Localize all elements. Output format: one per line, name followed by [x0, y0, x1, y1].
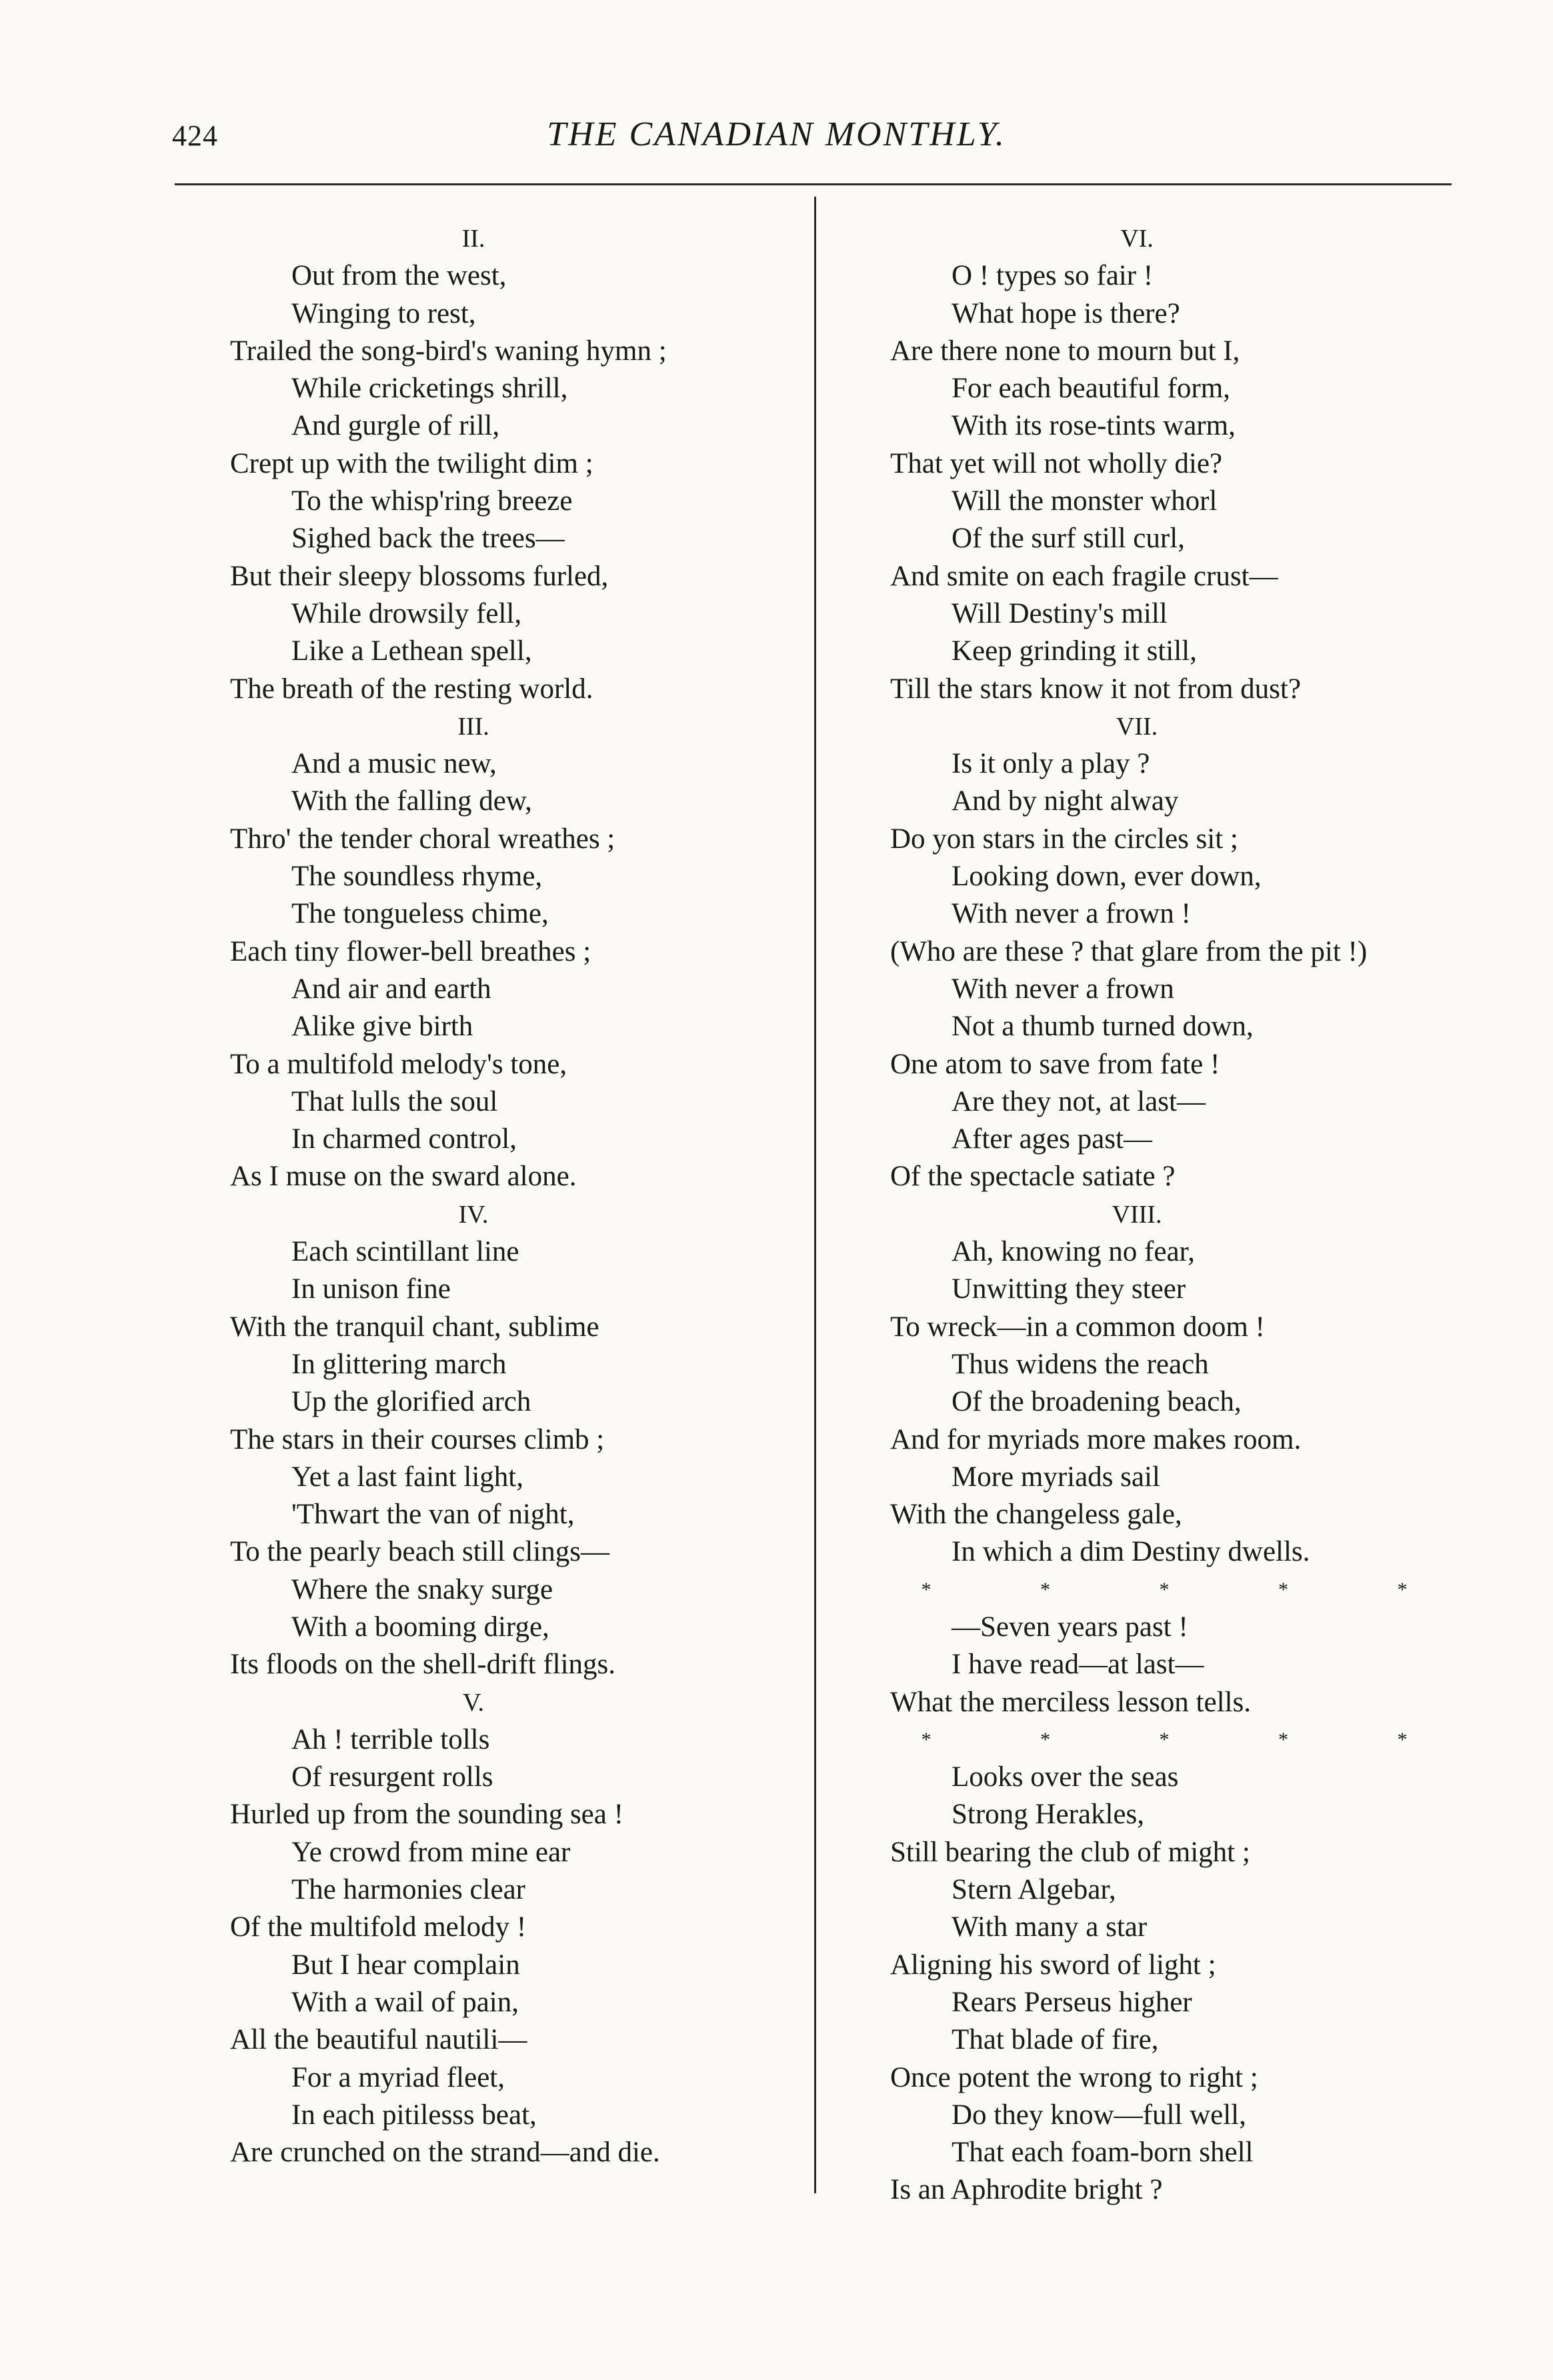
poem-line: Up the glorified arch — [291, 1386, 531, 1418]
poem-line: With a booming dirge, — [291, 1611, 549, 1643]
stanza-number: III. — [457, 712, 489, 741]
poem-line: Are there none to mourn but I, — [890, 335, 1240, 367]
poem-line: Ye crowd from mine ear — [291, 1836, 571, 1868]
poem-line: Where the snaky surge — [291, 1573, 553, 1605]
poem-line: With the tranquil chant, sublime — [230, 1311, 599, 1343]
stanza-number: VI. — [1120, 225, 1154, 253]
poem-line: Each tiny flower-bell breathes ; — [230, 935, 591, 967]
poem-line: Sighed back the trees— — [291, 523, 565, 555]
poem-line: Of the surf still curl, — [952, 523, 1185, 555]
poem-line: Of the spectacle satiate ? — [890, 1161, 1176, 1193]
poem-line: Do yon stars in the circles sit ; — [890, 823, 1238, 855]
poem-line: Thro' the tender choral wreathes ; — [230, 823, 615, 855]
poem-line: Strong Herakles, — [952, 1799, 1144, 1831]
running-title: THE CANADIAN MONTHLY. — [547, 115, 1006, 153]
poem-line: Crept up with the twilight dim ; — [230, 447, 593, 479]
poem-line: More myriads sail — [952, 1461, 1160, 1493]
poem-line: Not a thumb turned down, — [952, 1011, 1254, 1043]
poem-line: And for myriads more makes room. — [890, 1423, 1302, 1455]
poem-line: Out from the west, — [291, 260, 507, 292]
poem-line: And air and earth — [291, 973, 491, 1005]
poem-line: With the changeless gale, — [890, 1499, 1182, 1531]
poem-line: Ah ! terrible tolls — [291, 1723, 490, 1755]
poem-line: —Seven years past ! — [952, 1611, 1188, 1643]
poem-line: The stars in their courses climb ; — [230, 1423, 605, 1455]
poem-line: Looks over the seas — [952, 1761, 1179, 1793]
poem-line: O ! types so fair ! — [952, 260, 1154, 292]
poem-line: Alike give birth — [291, 1011, 473, 1043]
column-divider — [814, 197, 816, 2193]
poem-line: But their sleepy blossoms furled, — [230, 560, 609, 592]
poem-line: Stern Algebar, — [952, 1874, 1116, 1906]
poem-line: Will Destiny's mill — [952, 597, 1168, 629]
poem-line: With never a frown — [952, 973, 1174, 1005]
poem-line: In charmed control, — [291, 1123, 517, 1155]
poem-line: Is it only a play ? — [952, 748, 1150, 780]
poem-line: Thus widens the reach — [952, 1348, 1209, 1380]
poem-line: That each foam-born shell — [952, 2137, 1254, 2169]
stanza-number: V. — [462, 1688, 485, 1717]
poem-line: Each scintillant line — [291, 1236, 519, 1268]
poem-line: Are crunched on the strand—and die. — [230, 2137, 660, 2169]
poem-line: With never a frown ! — [952, 898, 1191, 930]
poem-line: The tongueless chime, — [291, 898, 549, 930]
poem-line: Will the monster whorl — [952, 485, 1218, 517]
poem-line: Are they not, at last— — [952, 1085, 1206, 1117]
poem-line: As I muse on the sward alone. — [230, 1161, 577, 1193]
header-rule — [175, 183, 1452, 185]
poem-line: And gurgle of rill, — [291, 410, 500, 442]
left-column — [230, 220, 797, 2171]
poem-line: In glittering march — [291, 1348, 507, 1380]
poem-line: What the merciless lesson tells. — [890, 1686, 1251, 1718]
right-column — [890, 220, 1464, 2209]
poem-line: For each beautiful form, — [952, 373, 1230, 405]
page-number: 424 — [172, 119, 218, 152]
poem-line: While drowsily fell, — [291, 597, 522, 629]
poem-line: To the whisp'ring breeze — [291, 485, 573, 517]
poem-line: Trailed the song-bird's waning hymn ; — [230, 335, 667, 367]
poem-line: Of the multifold melody ! — [230, 1911, 527, 1943]
poem-line: With many a star — [952, 1911, 1148, 1943]
poem-line: The breath of the resting world. — [230, 673, 593, 705]
stanza-number: IV. — [458, 1200, 489, 1229]
poem-line: 'Thwart the van of night, — [291, 1499, 575, 1531]
poem-line: All the beautiful nautili— — [230, 2024, 527, 2056]
stanza-number: VIII. — [1112, 1200, 1162, 1229]
poem-line: Once potent the wrong to right ; — [890, 2061, 1258, 2093]
stanza-number: VII. — [1116, 712, 1158, 741]
poem-line: Like a Lethean spell, — [291, 635, 532, 667]
poem-line: Till the stars know it not from dust? — [890, 673, 1301, 705]
poem-line: And a music new, — [291, 748, 497, 780]
poem-line: Aligning his sword of light ; — [890, 1949, 1216, 1981]
poem-line: But I hear complain — [291, 1949, 520, 1981]
poem-line: The soundless rhyme, — [291, 861, 543, 893]
poem-line: I have read—at last— — [952, 1649, 1204, 1681]
poem-line: After ages past— — [952, 1123, 1152, 1155]
poem-line: That blade of fire, — [952, 2024, 1159, 2056]
poem-line: And smite on each fragile crust— — [890, 560, 1278, 592]
poem-line: Yet a last faint light, — [291, 1461, 523, 1493]
section-break-asterisks: * * * * * — [921, 1578, 1460, 1601]
poem-line: With a wail of pain, — [291, 1986, 519, 2018]
poem-line: Unwitting they steer — [952, 1273, 1186, 1305]
poem-line: The harmonies clear — [291, 1874, 525, 1906]
poem-line: Hurled up from the sounding sea ! — [230, 1799, 623, 1831]
poem-line: What hope is there? — [952, 297, 1180, 329]
poem-line: In which a dim Destiny dwells. — [952, 1536, 1310, 1568]
poem-line: With its rose-tints warm, — [952, 410, 1236, 442]
poem-line: Its floods on the shell-drift flings. — [230, 1649, 616, 1681]
stanza-number: II. — [461, 225, 485, 253]
poem-line: Do they know—full well, — [952, 2099, 1246, 2131]
poem-line: In each pitilesss beat, — [291, 2099, 537, 2131]
poem-line: That lulls the soul — [291, 1085, 498, 1117]
section-break-asterisks: * * * * * — [921, 1728, 1460, 1751]
poem-line: Rears Perseus higher — [952, 1986, 1192, 2018]
poem-line: To the pearly beach still clings— — [230, 1536, 609, 1568]
poem-line: Looking down, ever down, — [952, 861, 1262, 893]
poem-line: Is an Aphrodite bright ? — [890, 2174, 1163, 2206]
poem-line: And by night alway — [952, 785, 1179, 817]
poem-line: Of the broadening beach, — [952, 1386, 1242, 1418]
poem-line: Keep grinding it still, — [952, 635, 1197, 667]
poem-line: To wreck—in a common doom ! — [890, 1311, 1265, 1343]
poem-line: While cricketings shrill, — [291, 373, 568, 405]
poem-line: To a multifold melody's tone, — [230, 1048, 567, 1080]
poem-line: One atom to save from fate ! — [890, 1048, 1220, 1080]
poem-line: Still bearing the club of might ; — [890, 1836, 1250, 1868]
poem-line: Winging to rest, — [291, 297, 476, 329]
poem-line: Ah, knowing no fear, — [952, 1236, 1195, 1268]
poem-line: With the falling dew, — [291, 785, 532, 817]
poem-line: For a myriad fleet, — [291, 2061, 505, 2093]
poem-line: (Who are these ? that glare from the pit !) — [890, 935, 1368, 967]
poem-line: Of resurgent rolls — [291, 1761, 493, 1793]
poem-line: That yet will not wholly die? — [890, 447, 1222, 479]
poem-line: In unison fine — [291, 1273, 451, 1305]
